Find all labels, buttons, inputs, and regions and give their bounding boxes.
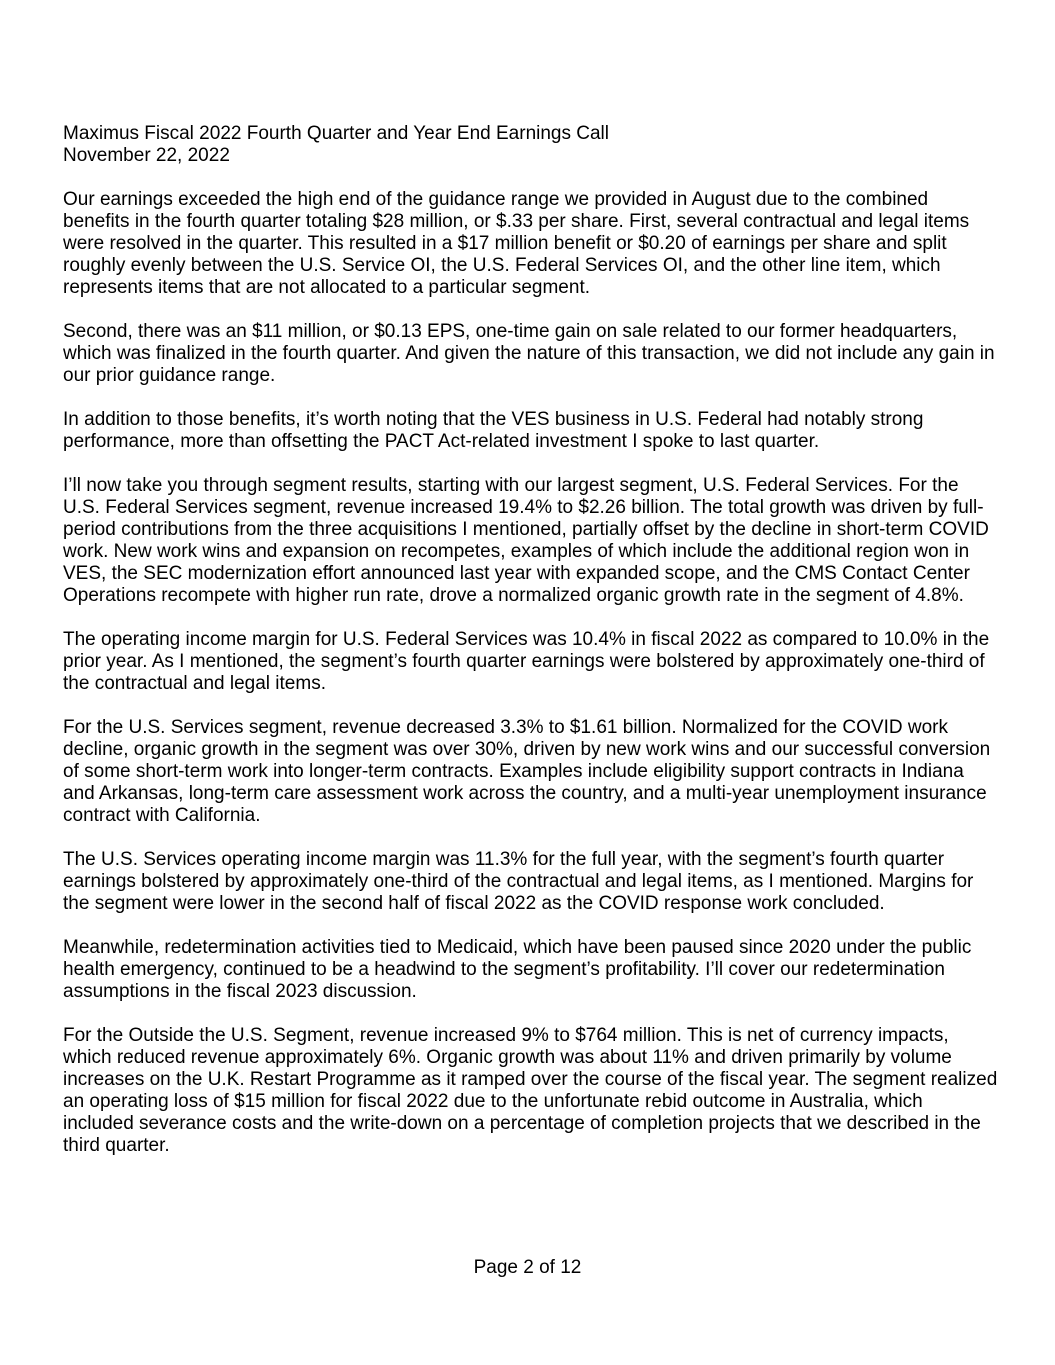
document-header	[63, 123, 998, 167]
paragraph-8: Meanwhile, redetermination activities tied to Medicaid, which have been paused since 2020 under the public health emergency, continued to be a headwind to the segment’s profitability. I’ll cover our redetermination assumptions in the fiscal 2023 discussion.	[63, 937, 972, 1002]
paragraph-5: The operating income margin for U.S. Federal Services was 10.4% in fiscal 2022 as compared to 10.0% in the prior year. As I mentioned, the segment’s fourth quarter earnings were bolstered by approximately one-third of the contractual and legal items.	[63, 629, 990, 694]
paragraph-1: Our earnings exceeded the high end of the guidance range we provided in August due to the combined benefits in the fourth quarter totaling $28 million, or $.33 per share. First, several contractual and legal items were resolved in the quarter. This resulted in a $17 million benefit or $0.20 of earnings per share and split roughly evenly between the U.S. Service OI, the U.S. Federal Services OI, and the other line item, which represents items that are not allocated to a particular segment.	[63, 189, 970, 298]
paragraph-7: The U.S. Services operating income margin was 11.3% for the full year, with the segment’s fourth quarter earnings bolstered by approximately one-third of the contractual and legal items, as I mentioned. Margins for the segment were lower in the second half of fiscal 2022 as the COVID response work concluded.	[63, 849, 974, 914]
paragraph-6: For the U.S. Services segment, revenue decreased 3.3% to $1.61 billion. Normalized for the COVID work decline, organic growth in the segment was over 30%, driven by new work wins and our successful conversion of some short-term work into longer-term contracts. Examples include eligibility support contracts in Indiana and Arkansas, long-term care assessment work across the country, and a multi-year unemployment insurance contract with California.	[63, 717, 991, 826]
paragraph-4: I’ll now take you through segment results, starting with our largest segment, U.S. Federal Services. For the U.S. Federal Services segment, revenue increased 19.4% to $2.26 billion. The total growth was driven by full-period contributions from the three acquisitions I mentioned, partially offset by the decline in short-term COVID work. New work wins and expansion on recompetes, examples of which include the additional region won in VES, the SEC modernization effort announced last year with expanded scope, and the CMS Contact Center Operations recompete with higher run rate, drove a normalized organic growth rate in the segment of 4.8%.	[63, 475, 989, 606]
page-number: Page 2 of 12	[473, 1257, 582, 1278]
paragraph-3: In addition to those benefits, it’s worth noting that the VES business in U.S. Federal had notably strong performance, more than offsetting the PACT Act-related investment I spoke to last quarter.	[63, 409, 924, 452]
document-title: Maximus Fiscal 2022 Fourth Quarter and Year End Earnings Call	[63, 123, 609, 144]
page-footer	[0, 1257, 1055, 1279]
paragraph-9: For the Outside the U.S. Segment, revenue increased 9% to $764 million. This is net of currency impacts, which reduced revenue approximately 6%. Organic growth was about 11% and driven primarily by volume increases on the U.K. Restart Programme as it ramped over the course of the fiscal year. The segment realized an operating loss of $15 million for fiscal 2022 due to the unfortunate rebid outcome in Australia, which included severance costs and the write-down on a percentage of completion projects that we described in the third quarter.	[63, 1025, 998, 1156]
document-date: November 22, 2022	[63, 145, 230, 166]
paragraph-2: Second, there was an $11 million, or $0.13 EPS, one-time gain on sale related to our former headquarters, which was finalized in the fourth quarter. And given the nature of this transaction, we did not include any gain in our prior guidance range.	[63, 321, 995, 386]
document-body	[63, 123, 998, 1179]
